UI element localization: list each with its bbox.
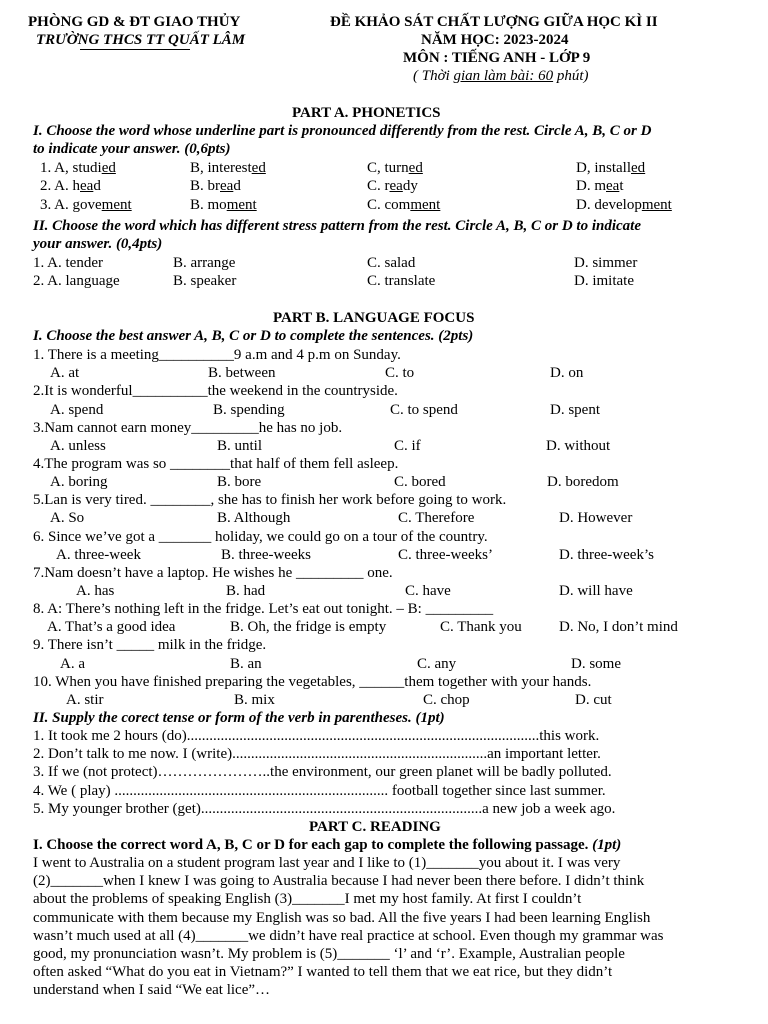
underlined-sound: ment — [410, 197, 441, 213]
option-text: B, interest — [190, 160, 252, 176]
passage-line: often asked “What do you eat in Vietnam?” I wanted to tell them that we eat rice, but they didn’t — [33, 964, 613, 981]
option-text: C, turn — [367, 160, 409, 176]
department-name: PHÒNG GD & ĐT GIAO THỦY — [28, 14, 241, 30]
question-stem: 8. A: There’s nothing left in the fridge. Let’s eat out tonight. – B: _________ — [33, 601, 494, 618]
phonetics-option — [367, 196, 440, 214]
school-name — [36, 31, 245, 49]
option-text-end: dy — [402, 178, 418, 194]
phonetics-option — [190, 177, 241, 195]
option-text-end: d — [233, 178, 241, 194]
part-a-sec2-line1: II. Choose the word which has different stress pattern from the rest. Circle A, B, C or D to indicate — [33, 218, 641, 234]
verb-question: 4. We ( play) ......................................................................... football together since last summer. — [33, 782, 606, 799]
passage-line: I went to Australia on a student program last year and I like to (1)_______you about it. I was very — [33, 855, 621, 871]
option-text: B. br — [190, 178, 220, 194]
stress-option: B. speaker — [173, 273, 237, 289]
part-c-sec1-pts: (1pt) — [592, 837, 622, 853]
question-stem: 6. Since we’ve got a _______ holiday, we could go on a tour of the country. — [33, 528, 488, 545]
option-text-end: t — [619, 178, 624, 194]
phonetics-option — [576, 159, 645, 177]
part-b-sec1: I. Choose the best answer A, B, C or D to complete the sentences. (2pts) — [33, 328, 474, 344]
part-a-sec1-line1: I. Choose the word whose underline part is pronounced differently from the rest. Circle A, B, C or D — [33, 123, 652, 139]
exam-title: ĐỀ KHẢO SÁT CHẤT LƯỢNG GIỮA HỌC KÌ II — [330, 14, 658, 30]
option-text: 2. A. h — [40, 178, 81, 194]
answer-option: D. on — [550, 365, 584, 382]
answer-option: A. three-week — [56, 546, 141, 563]
question-stem: 7.Nam doesn’t have a laptop. He wishes he _________ one. — [33, 564, 393, 581]
answer-option: C. three-weeks’ — [398, 546, 493, 563]
option-text: 3. A. gove — [40, 197, 102, 213]
question-stem: 3.Nam cannot earn money_________he has no job. — [33, 419, 343, 436]
answer-option: A. stir — [66, 691, 104, 708]
stress-option: C. translate — [367, 273, 436, 289]
answer-option: C. bored — [394, 474, 446, 491]
answer-option: B. bore — [217, 474, 262, 491]
passage-line: communicate with them because my English was so bad. All the five years I had been learning English — [33, 909, 651, 926]
option-text: D. develop — [576, 197, 642, 213]
time-under: gian làm bài: 60 — [453, 68, 554, 84]
verb-question: 1. It took me 2 hours (do)..............................................................................................this work. — [33, 728, 600, 744]
answer-option: C. any — [417, 655, 457, 672]
option-text: D, install — [576, 160, 631, 176]
answer-option: D. some — [571, 655, 621, 672]
option-text: C. r — [367, 178, 390, 194]
underlined-sound: ed — [408, 160, 423, 176]
part-b-sec2: II. Supply the corect tense or form of the verb in parentheses. (1pt) — [33, 710, 445, 726]
question-stem: 9. There isn’t _____ milk in the fridge. — [33, 637, 267, 654]
answer-option: A. has — [76, 583, 115, 599]
answer-option: A. at — [50, 365, 80, 382]
phonetics-option — [576, 196, 672, 214]
answer-option: A. boring — [50, 474, 108, 491]
phonetics-option — [576, 177, 624, 195]
time-allowed — [413, 67, 589, 85]
passage-line: (2)_______when I knew I was going to Australia because I had never been there before. I didn’t think — [33, 873, 645, 890]
option-text-end: d — [93, 178, 101, 194]
underlined-sound: ea — [389, 178, 403, 194]
part-c-sec1-text: I. Choose the correct word A, B, C or D for each gap to complete the following passage. — [33, 837, 593, 853]
underlined-sound: ment — [641, 197, 672, 213]
answer-option: D. three-week’s — [559, 546, 654, 563]
passage-line: good, my pronunciation wasn’t. My problem is (5)_______ ‘l’ and ‘r’. Example, Australian people — [33, 946, 625, 962]
answer-option: A. unless — [50, 437, 106, 454]
question-stem: 2.It is wonderful__________the weekend in the countryside. — [33, 383, 398, 400]
stress-option: B. arrange — [173, 255, 236, 271]
stress-option: D. imitate — [574, 273, 634, 289]
subject-line: MÔN : TIẾNG ANH - LỚP 9 — [403, 50, 591, 66]
stress-option: 1. A. tender — [33, 255, 103, 271]
answer-option: C. have — [405, 583, 451, 599]
underlined-sound: ea — [220, 178, 234, 194]
answer-option: A. So — [50, 510, 85, 527]
passage-line: about the problems of speaking English (3)_______I met my host family. At first I couldn’t — [33, 891, 582, 908]
answer-option: D. without — [546, 437, 611, 454]
stress-option: 2. A. language — [33, 273, 120, 289]
question-stem: 4.The program was so ________that half of them fell asleep. — [33, 455, 399, 472]
answer-option: C. chop — [423, 691, 470, 708]
option-text: C. com — [367, 197, 411, 213]
passage-line: wasn’t much used at all (4)_______we didn’t have real practice at school. Even though my grammar was — [33, 927, 664, 944]
answer-option: B. had — [226, 583, 266, 599]
phonetics-option — [40, 159, 116, 177]
answer-option: C. Therefore — [398, 510, 475, 527]
verb-question: 3. If we (not protect)…………………..the environment, our green planet will be badly polluted. — [33, 764, 612, 781]
answer-option: B. between — [208, 365, 276, 382]
question-stem: 1. There is a meeting__________9 a.m and 4 p.m on Sunday. — [33, 347, 401, 363]
option-text: B. mo — [190, 197, 227, 213]
stress-option: D. simmer — [574, 255, 638, 271]
answer-option: D. cut — [575, 691, 612, 708]
underlined-sound: ment — [226, 197, 257, 213]
time-open: ( Thời — [413, 68, 454, 84]
passage-line: understand when I said “We eat lice”… — [33, 982, 271, 999]
stress-option: C. salad — [367, 255, 416, 271]
phonetics-option — [190, 159, 266, 177]
part-a-sec2-line2: your answer. (0,4pts) — [33, 236, 163, 252]
phonetics-option — [40, 196, 132, 214]
underlined-sound: ea — [80, 178, 94, 194]
part-b-title: PART B. LANGUAGE FOCUS — [273, 310, 475, 326]
question-stem: 10. When you have finished preparing the vegetables, ______them together with your hands. — [33, 673, 592, 690]
school-year: NĂM HỌC: 2023-2024 — [421, 32, 569, 48]
answer-option: B. an — [230, 655, 262, 672]
answer-option: B. Although — [217, 510, 291, 527]
part-a-title: PART A. PHONETICS — [292, 105, 441, 121]
answer-option: D. No, I don’t mind — [559, 619, 678, 636]
answer-option: D. spent — [550, 401, 600, 418]
underlined-sound: ed — [631, 160, 646, 176]
answer-option: C. to — [385, 365, 415, 382]
answer-option: A. spend — [50, 401, 104, 418]
answer-option: C. if — [394, 437, 421, 454]
answer-option: B. until — [217, 437, 263, 454]
part-c-sec1 — [33, 836, 621, 854]
underlined-sound: ed — [251, 160, 266, 176]
verb-question: 2. Don’t talk to me now. I (write)....................................................................an important letter. — [33, 746, 601, 763]
answer-option: A. That’s a good idea — [47, 619, 176, 636]
answer-option: C. to spend — [390, 401, 458, 418]
answer-option: D. boredom — [547, 474, 619, 491]
part-c-title: PART C. READING — [309, 819, 441, 835]
answer-option: B. spending — [213, 401, 285, 418]
answer-option: A. a — [60, 655, 85, 672]
underlined-sound: ea — [606, 178, 620, 194]
school-name-underline — [80, 49, 190, 50]
part-a-sec1-line2: to indicate your answer. (0,6pts) — [33, 141, 231, 157]
phonetics-option — [40, 177, 101, 195]
answer-option: D. However — [559, 510, 633, 527]
answer-option: C. Thank you — [440, 619, 522, 636]
option-text: D. m — [576, 178, 606, 194]
phonetics-option — [190, 196, 257, 214]
phonetics-option — [367, 177, 418, 195]
option-text: 1. A, studi — [40, 160, 102, 176]
answer-option: B. three-weeks — [221, 546, 311, 563]
verb-question: 5. My younger brother (get)...........................................................................a new job a week ago. — [33, 800, 616, 817]
answer-option: D. will have — [559, 583, 633, 599]
answer-option: B. Oh, the fridge is empty — [230, 619, 387, 636]
school-name-text: TRƯỜNG THCS TT QUẤT LÂM — [36, 32, 246, 48]
question-stem: 5.Lan is very tired. ________, she has to finish her work before going to work. — [33, 492, 507, 509]
phonetics-option — [367, 159, 423, 177]
underlined-sound: ment — [101, 197, 132, 213]
answer-option: B. mix — [234, 691, 275, 708]
underlined-sound: ed — [101, 160, 116, 176]
time-close: phút) — [553, 68, 589, 84]
